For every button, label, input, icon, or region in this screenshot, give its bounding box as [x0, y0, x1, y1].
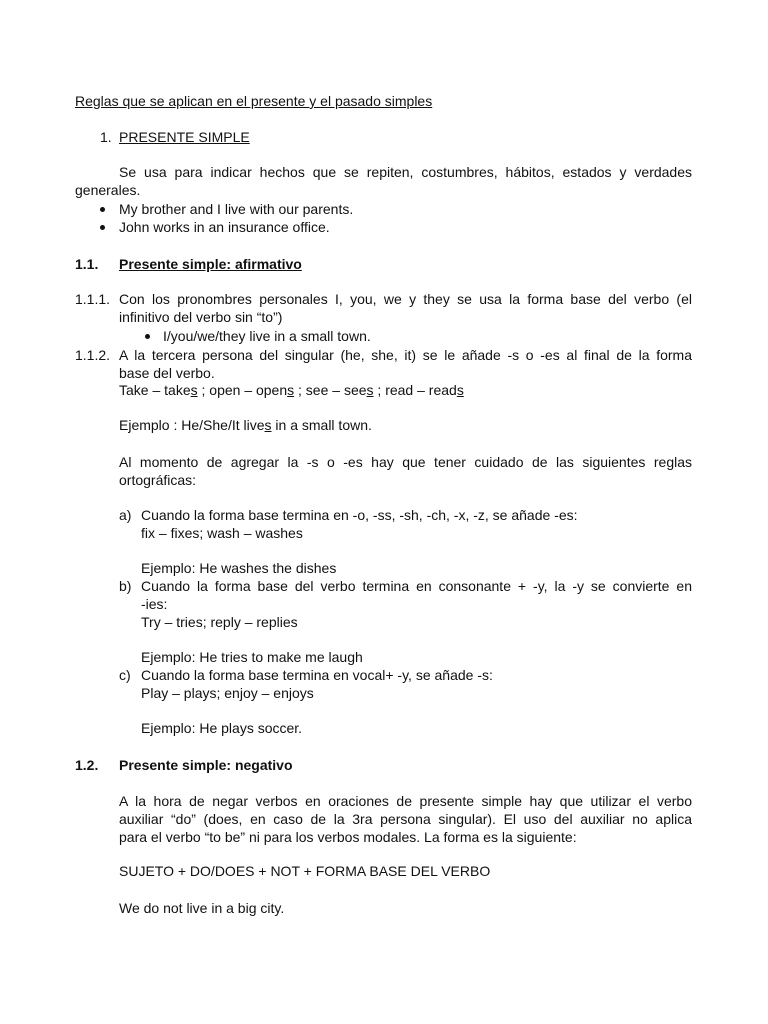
paragraph-line: generales. [75, 182, 141, 198]
list-item: I/you/we/they live in a small town. [163, 328, 371, 344]
example-line: Ejemplo: He plays soccer. [141, 720, 303, 736]
section-number: 1.2. [75, 757, 99, 773]
example-line: Ejemplo : He/She/It lives in a small town. [119, 417, 372, 433]
list-label: c) [119, 667, 131, 683]
list-item: My brother and I live with our parents. [119, 201, 354, 217]
section-heading: PRESENTE SIMPLE [119, 129, 250, 145]
section-heading: Presente simple: afirmativo [119, 256, 302, 272]
section-number: 1. [100, 129, 112, 145]
paragraph-line: Con los pronombres personales I, you, we y they se usa la forma base del verbo (el [119, 291, 692, 307]
paragraph-line: base del verbo. [119, 365, 215, 381]
paragraph-line: A la tercera persona del singular (he, she, it) se le añade -s o -es al final de la forma [119, 347, 692, 363]
verb-pairs: Play – plays; enjoy – enjoys [141, 685, 314, 701]
paragraph-line: Cuando la forma base termina en vocal+ -y, se añade -s: [141, 667, 493, 683]
example-line: Ejemplo: He tries to make me laugh [141, 649, 363, 665]
example-line: We do not live in a big city. [119, 900, 285, 916]
list-label: a) [119, 507, 132, 523]
paragraph-line: Al momento de agregar la -s o -es hay que tener cuidado de las siguientes reglas [119, 454, 692, 470]
bullet-icon [145, 334, 150, 339]
list-label: b) [119, 578, 132, 594]
paragraph-line: -ies: [141, 596, 168, 612]
bullet-icon [100, 225, 105, 230]
paragraph-line: ortográficas: [119, 472, 197, 488]
rule-number: 1.1.1. [75, 291, 111, 307]
rule-number: 1.1.2. [75, 347, 111, 363]
paragraph-line: A la hora de negar verbos en oraciones de presente simple hay que utilizar el verbo [119, 793, 692, 809]
example-line: Ejemplo: He washes the dishes [141, 560, 337, 576]
paragraph-line: Cuando la forma base del verbo termina en consonante + -y, la -y se convierte en [141, 578, 692, 594]
section-heading: Presente simple: negativo [119, 757, 293, 773]
paragraph-line: para el verbo “to be” ni para los verbos modales. La forma es la siguiente: [119, 829, 577, 845]
paragraph-line: Se usa para indicar hechos que se repiten, costumbres, hábitos, estados y verdades [119, 164, 692, 180]
paragraph-line: Cuando la forma base termina en -o, -ss, -sh, -ch, -x, -z, se añade -es: [141, 507, 578, 523]
list-item: John works in an insurance office. [119, 219, 330, 235]
document-title: Reglas que se aplican en el presente y el pasado simples [75, 93, 433, 109]
verb-pairs: Take – takes ; open – opens ; see – sees ; read – reads [119, 382, 464, 398]
formula-line: SUJETO + DO/DOES + NOT + FORMA BASE DEL VERBO [119, 863, 491, 879]
bullet-icon [100, 207, 105, 212]
verb-pairs: fix – fixes; wash – washes [141, 525, 303, 541]
section-number: 1.1. [75, 256, 99, 272]
verb-pairs: Try – tries; reply – replies [141, 614, 298, 630]
paragraph-line: infinitivo del verbo sin “to”) [119, 309, 283, 325]
paragraph-line: auxiliar “do” (does, en caso de la 3ra persona singular). El uso del auxiliar no aplica [119, 811, 692, 827]
